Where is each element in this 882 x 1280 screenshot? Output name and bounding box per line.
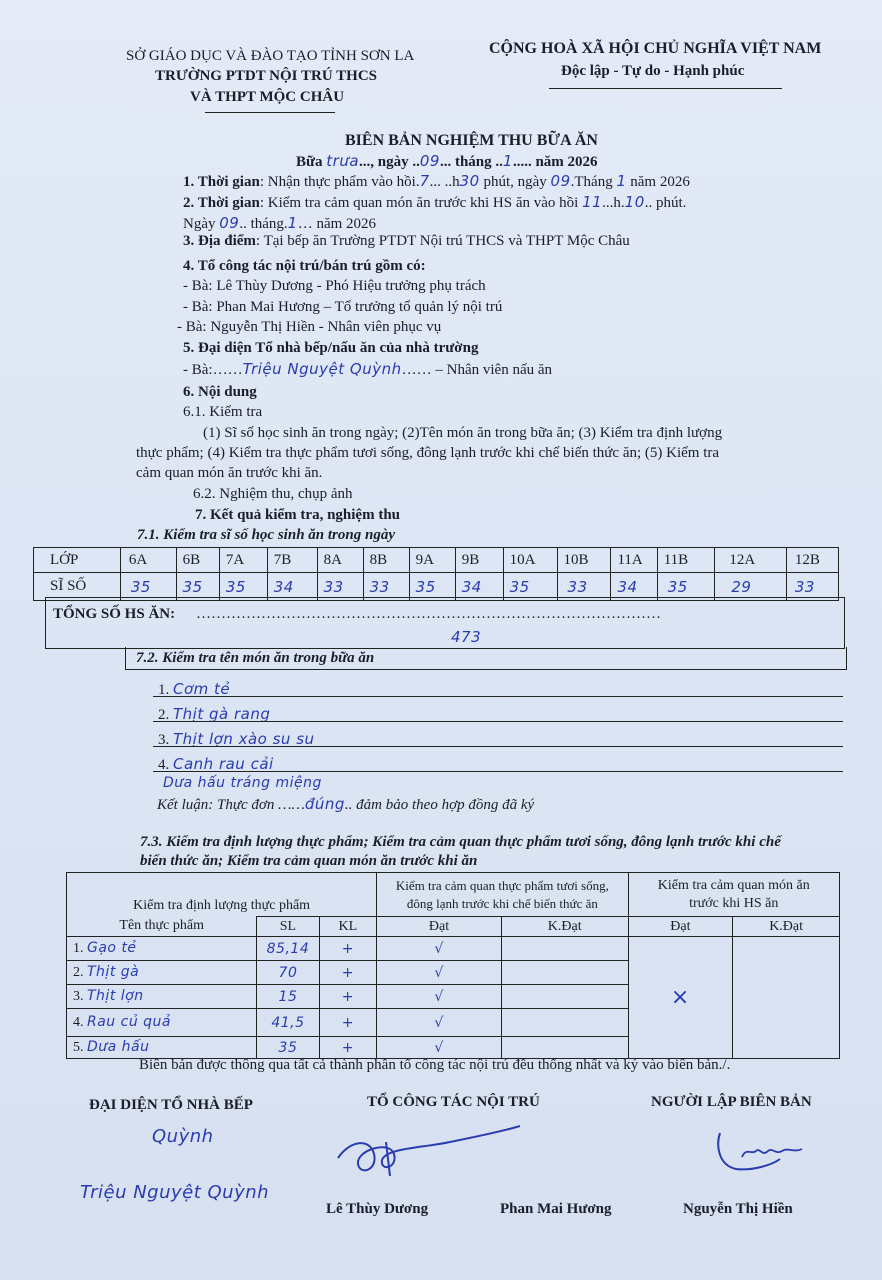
count-cell: 34	[267, 573, 317, 601]
dish-item: 2. Thịt gà rang	[158, 705, 271, 723]
class-cell: 6B	[176, 548, 219, 573]
food-kl-cell: +	[319, 937, 377, 961]
count-cell: 33	[363, 573, 409, 601]
header-left-rule	[205, 112, 335, 113]
count-cell: 35	[219, 573, 267, 601]
food-pass-cell: √	[377, 1009, 502, 1037]
section-7-3-title-line2: biến thức ăn; Kiểm tra cảm quan món ăn trước khi ăn	[140, 853, 478, 869]
item-5-title: 5. Đại diện Tổ nhà bếp/nấu ăn của nhà trường	[183, 340, 479, 356]
count-cell: 29	[715, 573, 786, 601]
item-6-1: 6.1. Kiểm tra	[183, 404, 263, 420]
quant-header: Kiểm tra định lượng thực phẩm	[67, 873, 377, 917]
member-2: - Bà: Phan Mai Hương – Tổ trưởng tổ quản lý nội trú	[183, 299, 503, 315]
meal-name-handwritten: trưa	[326, 152, 360, 170]
class-row	[34, 548, 839, 573]
food-sl-cell: 15	[257, 985, 319, 1009]
food-fail-cell	[501, 985, 628, 1009]
author-sign-title: NGƯỜI LẬP BIÊN BẢN	[651, 1094, 812, 1110]
total-label: TỔNG SỐ HS ĂN:	[53, 606, 176, 622]
food-pass-cell: √	[377, 937, 502, 961]
count-cell: 33	[786, 573, 838, 601]
food-kl-cell: +	[319, 1037, 377, 1059]
item-6-1-line2: thực phẩm; (4) Kiểm tra thực phẩm tươi sống, đông lạnh trước khi chế biến thức ăn; (5) Kiểm tra	[136, 445, 720, 461]
header-right-rule	[549, 88, 782, 89]
item-4-title: 4. Tổ công tác nội trú/bán trú gồm có:	[183, 258, 426, 274]
food-name-cell: 2. Thịt gà	[67, 961, 257, 985]
col-fresh-pass: Đạt	[377, 917, 502, 937]
count-cell: 35	[503, 573, 557, 601]
kitchen-name-handwritten: Triệu Nguyệt Quỳnh	[80, 1182, 270, 1203]
food-fail-cell	[501, 961, 628, 985]
author-name: Nguyễn Thị Hiền	[683, 1201, 793, 1217]
total-value-handwritten: 473	[451, 628, 482, 646]
total-dots: …………………………………………………………………………………	[196, 606, 661, 622]
col-food-name: Tên thực phẩm	[67, 917, 257, 937]
food-name-cell: 3. Thịt lợn	[67, 985, 257, 1009]
item-6-1-line3: cảm quan món ăn trước khi ăn.	[136, 465, 323, 481]
item-7-title: 7. Kết quả kiểm tra, nghiệm thu	[195, 507, 401, 523]
class-cell: 6A	[120, 548, 176, 573]
item-6-1-line1: (1) Sĩ số học sinh ăn trong ngày; (2)Tên món ăn trong bữa ăn; (3) Kiểm tra định lượng	[203, 425, 723, 441]
count-cell: 35	[657, 573, 715, 601]
board-sign-title: TỔ CÔNG TÁC NỘI TRÚ	[367, 1094, 540, 1110]
food-name-cell: 5. Dưa hấu	[67, 1037, 257, 1059]
food-pass-cell: √	[377, 1037, 502, 1059]
class-cell: 10B	[557, 548, 611, 573]
count-cell: 35	[120, 573, 176, 601]
menu-conclusion: Kết luận: Thực đơn ……đúng.. đảm bảo theo hợp đồng đã ký	[157, 795, 535, 813]
count-cell: 34	[611, 573, 657, 601]
national-title: CỘNG HOÀ XÃ HỘI CHỦ NGHĨA VIỆT NAM	[489, 40, 822, 57]
food-check-table	[66, 872, 840, 1059]
food-name-cell: 4. Rau củ quả	[67, 1009, 257, 1037]
food-pass-cell: √	[377, 985, 502, 1009]
national-motto: Độc lập - Tự do - Hạnh phúc	[561, 63, 745, 79]
item-6-2: 6.2. Nghiệm thu, chụp ảnh	[193, 486, 353, 502]
class-row-label: LỚP	[34, 548, 121, 573]
food-row	[67, 937, 840, 961]
sensory-fail-merged-cell	[733, 937, 840, 1059]
member-3: - Bà: Nguyễn Thị Hiền - Nhân viên phục vụ	[177, 319, 442, 335]
dish-item: 3. Thịt lợn xào su su	[158, 730, 315, 748]
total-box	[45, 597, 845, 649]
extra-dish-handwritten: Dưa hấu tráng miệng	[163, 775, 322, 791]
item-2-date: Ngày 09.. tháng.1… năm 2026	[183, 214, 377, 232]
col-sens-fail: K.Đạt	[733, 917, 840, 937]
dish-rule	[153, 696, 843, 697]
class-cell: 12B	[786, 548, 838, 573]
dish-rule	[153, 771, 843, 772]
food-kl-cell: +	[319, 985, 377, 1009]
count-cell: 35	[176, 573, 219, 601]
food-sl-cell: 70	[257, 961, 319, 985]
author-signature	[712, 1125, 822, 1175]
class-cell: 9B	[455, 548, 503, 573]
class-cell: 7B	[267, 548, 317, 573]
item-1-receive-time: 1. Thời gian: Nhận thực phẩm vào hồi.7... ..h30 phút, ngày 09.Tháng 1 năm 2026	[183, 172, 690, 190]
dish-item: 1. Cơm tẻ	[158, 680, 231, 698]
section-7-1-title: 7.1. Kiểm tra sĩ số học sinh ăn trong ngày	[137, 527, 395, 543]
class-cell: 11A	[611, 548, 657, 573]
item-2-check-time: 2. Thời gian: Kiểm tra cảm quan món ăn trước khi HS ăn vào hồi 11...h.10.. phút.	[183, 193, 687, 211]
food-pass-cell: √	[377, 961, 502, 985]
approval-statement: Biên bản được thông qua tất cả thành phần tổ công tác nội trú đều thống nhất và ký vào biên bản./.	[139, 1057, 731, 1073]
class-cell: 8B	[363, 548, 409, 573]
sensory-pass-merged-cell: ×	[628, 937, 733, 1059]
food-fail-cell	[501, 1037, 628, 1059]
count-cell: 33	[317, 573, 363, 601]
meal-date-line: Bữa trưa..., ngày ..09... tháng ..1..... năm 2026	[296, 152, 598, 170]
col-sens-pass: Đạt	[628, 917, 733, 937]
member-1: - Bà: Lê Thùy Dương - Phó Hiệu trưởng phụ trách	[183, 278, 486, 294]
class-cell: 9A	[409, 548, 455, 573]
kitchen-representative: - Bà:……Triệu Nguyệt Quỳnh…… – Nhân viên nấu ăn	[183, 360, 553, 378]
kitchen-sign-title: ĐẠI DIỆN TỔ NHÀ BẾP	[89, 1097, 253, 1113]
board-member-2-name: Phan Mai Hương	[500, 1201, 612, 1217]
food-sl-cell: 35	[257, 1037, 319, 1059]
kitchen-signature: Quỳnh	[152, 1126, 214, 1147]
count-cell: 35	[409, 573, 455, 601]
count-cell: 34	[455, 573, 503, 601]
board-member-1-name: Lê Thùy Dương	[326, 1201, 429, 1217]
food-kl-cell: +	[319, 961, 377, 985]
school-name-line2: VÀ THPT MỘC CHÂU	[190, 89, 345, 105]
section-7-3-title-line1: 7.3. Kiểm tra định lượng thực phẩm; Kiểm tra cảm quan thực phẩm tươi sống, đông lạnh trước khi chế	[140, 834, 781, 850]
item-6-title: 6. Nội dung	[183, 384, 257, 400]
food-fail-cell	[501, 937, 628, 961]
count-cell: 33	[557, 573, 611, 601]
count-row-label: SĨ SỐ	[34, 573, 121, 601]
class-cell: 7A	[219, 548, 267, 573]
class-cell: 11B	[657, 548, 715, 573]
class-cell: 12A	[715, 548, 786, 573]
dish-rule	[153, 746, 843, 747]
attendance-table	[33, 547, 839, 601]
item-3-location: 3. Địa điểm: Tại bếp ăn Trường PTDT Nội trú THCS và THPT Mộc Châu	[183, 233, 630, 249]
dept-name: SỞ GIÁO DỤC VÀ ĐÀO TẠO TỈNH SƠN LA	[126, 48, 415, 64]
col-kl: KL	[319, 917, 377, 937]
board-signature	[330, 1120, 530, 1180]
dish-rule	[153, 721, 843, 722]
document-title: BIÊN BẢN NGHIỆM THU BỮA ĂN	[345, 132, 598, 149]
class-cell: 10A	[503, 548, 557, 573]
food-sl-cell: 85,14	[257, 937, 319, 961]
school-name-line1: TRƯỜNG PTDT NỘI TRÚ THCS	[155, 68, 377, 84]
food-sl-cell: 41,5	[257, 1009, 319, 1037]
section-7-2-header-box	[125, 647, 847, 670]
sensory-header: Kiểm tra cảm quan món ăn trước khi HS ăn	[628, 873, 839, 917]
col-fresh-fail: K.Đạt	[501, 917, 628, 937]
col-sl: SL	[257, 917, 319, 937]
section-7-2-title: 7.2. Kiểm tra tên món ăn trong bữa ăn	[136, 650, 375, 666]
kitchen-rep-name-handwritten: Triệu Nguyệt Quỳnh	[242, 360, 402, 378]
food-fail-cell	[501, 1009, 628, 1037]
class-cell: 8A	[317, 548, 363, 573]
food-kl-cell: +	[319, 1009, 377, 1037]
dish-item: 4. Canh rau cải	[158, 755, 274, 773]
fresh-header: Kiểm tra cảm quan thực phẩm tươi sống, đông lạnh trước khi chế biến thức ăn	[377, 873, 628, 917]
food-name-cell: 1. Gạo tẻ	[67, 937, 257, 961]
